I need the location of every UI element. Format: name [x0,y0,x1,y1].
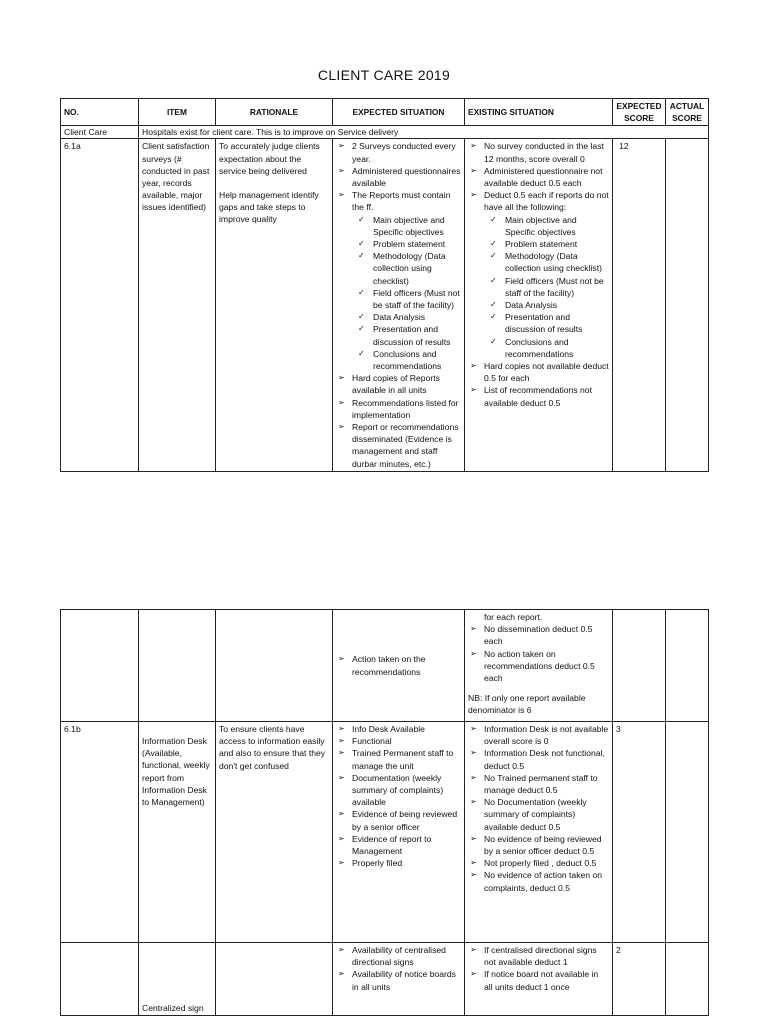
note-text: NB: If only one report available denominator is 6 [468,693,586,716]
expected-score-cell: 3 [613,722,666,943]
list-item: ➢ Hard copies of Reports available in all units [336,372,461,396]
list-item: ➢ Availability of notice boards in all units [336,968,461,992]
row-number: 6.1b [61,722,139,943]
rationale-cell [216,139,333,471]
row-6-1a [61,139,709,471]
list-item: ➢ Evidence of being reviewed by a senior officer [336,808,461,832]
continuation-row [61,610,709,722]
row-centralized-sign [61,943,709,1016]
actual-score-cell [666,610,709,722]
check-item: ✓ Field officers (Must not be staff of the facility) [468,275,609,299]
list-item: ➢ List of recommendations not available deduct 0.5 [468,384,609,408]
row-number: 6.1a [61,139,139,471]
item-text: Information Desk (Available, functional, weekly report from Information Desk to Management) [142,736,210,808]
row-number [61,943,139,1016]
client-care-row [61,126,709,139]
list-item: ➢ Trained Permanent staff to manage the unit [336,747,461,771]
check-item: ✓ Main objective and Specific objectives [336,214,461,238]
check-item: ✓ Problem statement [468,238,609,250]
list-item: ➢ Deduct 0.5 each if reports do not have all the following: ✓ Main objective and Specific objectives ✓ Problem statement ✓ Methodology (Data collection using checklist) ✓ Field officers (Must not be staff of the facility) ✓ Data Analysis ✓ Presentation and discussion of results ✓ Conclusions and recommendations [468,189,609,360]
list-item: ➢ No evidence of being reviewed by a senior officer deduct 0.5 [468,833,609,857]
expected-score-cell [613,610,666,722]
expected-situation-cell [333,139,465,471]
list-item: ➢ No evidence of action taken on complaints, deduct 0.5 [468,869,609,893]
row-number [61,610,139,722]
existing-situation-cell [465,722,613,943]
rationale-cell [216,610,333,722]
existing-situation-cell [465,139,613,471]
actual-score-cell [666,139,709,471]
row-6-1b [61,722,709,943]
list-item: ➢ Availability of centralised directional signs [336,944,461,968]
header-expected-situation: EXPECTED SITUATION [333,99,465,126]
list-item: ➢ Documentation (weekly summary of complaints) available [336,772,461,809]
list-item: ➢ The Reports must contain the ff. ✓ Main objective and Specific objectives ✓ Problem statement ✓ Methodology (Data collection using checklist) ✓ Field officers (Must not be staff of the facility) ✓ Data Analysis ✓ Presentation and discussion of results ✓ Conclusions and recommendations [336,189,461,372]
header-existing-situation: EXISTING SITUATION [465,99,613,126]
list-item: for each report. [484,612,543,622]
list-item: ➢ No Documentation (weekly summary of complaints) available deduct 0.5 [468,796,609,833]
list-item: ➢ Properly filed [336,857,461,869]
check-item: ✓ Conclusions and recommendations [468,336,609,360]
rationale-cell: To ensure clients have access to information easily and also to ensure that they don't get confused [216,722,333,943]
client-care-table [60,98,709,472]
list-item: ➢ If centralised directional signs not available deduct 1 [468,944,609,968]
item-cell: Client satisfaction surveys (# conducted in past year, records available, major issues identified) [139,139,216,471]
list-item: ➢ No survey conducted in the last 12 months, score overall 0 [468,140,609,164]
check-item: ✓ Data Analysis [336,311,461,323]
existing-situation-cell [465,610,613,722]
item-cell: Centralized sign [139,943,216,1016]
expected-score-cell: 12 [613,139,666,471]
expected-score-cell: 2 [613,943,666,1016]
list-item: ➢ If notice board not available in all units deduct 1 once [468,968,609,992]
list-item: ➢ Recommendations listed for implementation [336,397,461,421]
check-item: ✓ Methodology (Data collection using checklist) [468,250,609,274]
actual-score-cell [666,722,709,943]
expected-situation-cell [333,722,465,943]
header-no: NO. [61,99,139,126]
expected-situation-cell [333,943,465,1016]
list-item: ➢ Not properly filed , deduct 0.5 [468,857,609,869]
header-actual-score: ACTUAL SCORE [666,99,709,126]
rationale-text: Help management identify gaps and take steps to improve quality [219,190,319,225]
list-item: ➢ Info Desk Available [336,723,461,735]
list-item: ➢ No dissemination deduct 0.5 each [468,623,609,647]
existing-situation-cell [465,943,613,1016]
rationale-text: To accurately judge clients expectation about the service being delivered [219,141,320,176]
check-item: ✓ Data Analysis [468,299,609,311]
list-item: ➢ Action taken on the recommendations [336,653,461,677]
header-expected-score: EXPECTED SCORE [613,99,666,126]
client-care-text: Hospitals exist for client care. This is to improve on Service delivery [139,126,709,139]
expected-situation-cell [333,610,465,722]
client-care-table-continued [60,609,709,1016]
check-item: ✓ Presentation and discussion of results [468,311,609,335]
check-item: ✓ Methodology (Data collection using checklist) [336,250,461,287]
header-row [61,99,709,126]
page-title: CLIENT CARE 2019 [317,67,451,83]
header-item: ITEM [139,99,216,126]
list-item: ➢ Report or recommendations disseminated (Evidence is management and staff durbar minutes, etc.) [336,421,461,470]
check-item: ✓ Main objective and Specific objectives [468,214,609,238]
header-rationale: RATIONALE [216,99,333,126]
item-cell [139,610,216,722]
list-item: ➢ 2 Surveys conducted every year. [336,140,461,164]
rationale-cell [216,943,333,1016]
item-cell [139,722,216,943]
list-item: ➢ No action taken on recommendations deduct 0.5 each [468,648,609,685]
list-item: ➢ Information Desk is not available overall score is 0 [468,723,609,747]
check-item: ✓ Conclusions and recommendations [336,348,461,372]
list-item: ➢ Hard copies not available deduct 0.5 for each [468,360,609,384]
list-item: ➢ Information Desk not functional, deduct 0.5 [468,747,609,771]
list-item: ➢ Functional [336,735,461,747]
list-item: ➢ Administered questionnaire not available deduct 0.5 each [468,165,609,189]
list-item: ➢ No Trained permanent staff to manage deduct 0.5 [468,772,609,796]
check-item: ✓ Presentation and discussion of results [336,323,461,347]
client-care-label: Client Care [61,126,139,139]
actual-score-cell [666,943,709,1016]
check-item: ✓ Field officers (Must not be staff of the facility) [336,287,461,311]
list-item: ➢ Evidence of report to Management [336,833,461,857]
list-item: ➢ Administered questionnaires available [336,165,461,189]
check-item: ✓ Problem statement [336,238,461,250]
